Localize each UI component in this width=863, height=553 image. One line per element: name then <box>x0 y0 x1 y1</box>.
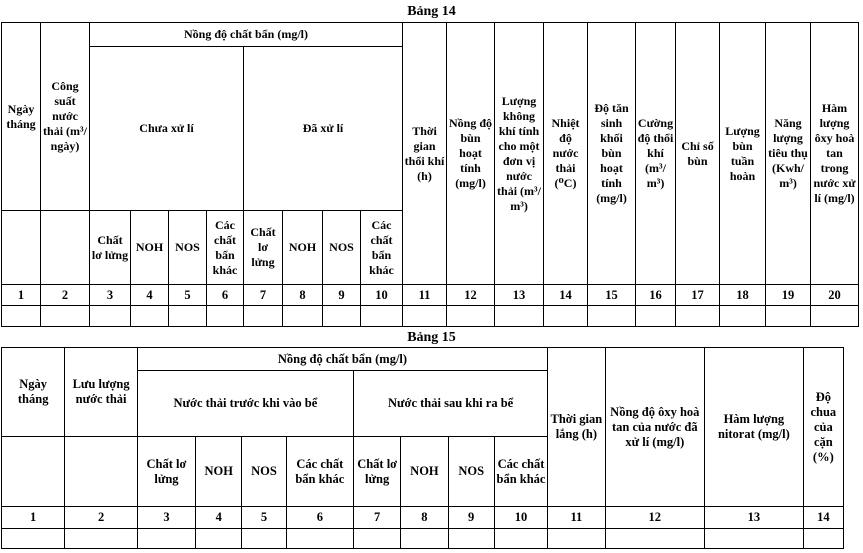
column-number: 14 <box>803 507 843 529</box>
subheader-cac-chat-ban-khac: Các chất bẩn khác <box>494 437 547 507</box>
header-nong-do-bun: Nồng độ bùn hoạt tính (mg/l) <box>447 23 495 285</box>
column-number: 14 <box>544 285 588 306</box>
column-number: 4 <box>131 285 169 306</box>
column-number: 2 <box>65 507 137 529</box>
column-number: 4 <box>196 507 242 529</box>
empty-cell <box>2 211 41 285</box>
header-do-chua-cua-can: Độ chua của cặn (%) <box>803 348 843 507</box>
header-luu-luong: Lưu lượng nước thải <box>65 348 137 437</box>
table-14-title: Bảng 14 <box>407 4 456 19</box>
header-cuong-do-thoi-khi: Cường độ thổi khí (m³/ m³) <box>636 23 676 285</box>
subheader-noh: NOH <box>401 437 448 507</box>
subheader-nos: NOS <box>448 437 494 507</box>
header-ngay-thang: Ngày tháng <box>2 348 65 437</box>
header-ngay-thang: Ngày tháng <box>2 23 41 211</box>
subheader-chat-lo-lung: Chất lơ lửng <box>354 437 401 507</box>
column-number: 13 <box>705 507 804 529</box>
column-number: 16 <box>636 285 676 306</box>
header-ham-luong-nitorat: Hàm lượng nitorat (mg/l) <box>705 348 804 507</box>
table-15-title: Bảng 15 <box>407 330 456 345</box>
header-nong-do-chat-ban: Nồng độ chất bẩn (mg/l) <box>90 23 403 47</box>
column-number: 7 <box>244 285 283 306</box>
column-number: 10 <box>361 285 403 306</box>
subheader-nos: NOS <box>242 437 286 507</box>
subheader-noh: NOH <box>131 211 169 285</box>
column-number: 3 <box>137 507 195 529</box>
column-number: 15 <box>588 285 636 306</box>
column-number: 2 <box>41 285 90 306</box>
header-ham-luong-oxy: Hàm lượng ôxy hoà tan trong nước xử lí (mg/l) <box>811 23 859 285</box>
table-row <box>2 306 859 327</box>
subheader-nos: NOS <box>169 211 207 285</box>
column-number: 7 <box>354 507 401 529</box>
header-sau-khi-ra-be: Nước thải sau khi ra bể <box>354 371 548 437</box>
header-thoi-gian-lang: Thời gian lắng (h) <box>548 348 605 507</box>
column-number: 9 <box>448 507 494 529</box>
column-number: 1 <box>2 285 41 306</box>
empty-cell <box>65 437 137 507</box>
subheader-cac-chat-ban-khac: Các chất bẩn khác <box>207 211 244 285</box>
empty-cell <box>2 437 65 507</box>
header-thoi-gian-thoi-khi: Thời gian thổi khí (h) <box>403 23 447 285</box>
column-number: 8 <box>401 507 448 529</box>
column-number: 17 <box>676 285 720 306</box>
header-do-tan-sinh-khoi: Độ tăn sinh khối bùn hoạt tính (mg/l) <box>588 23 636 285</box>
subheader-nos: NOS <box>323 211 361 285</box>
subheader-chat-lo-lung: Chất lơ lửng <box>137 437 195 507</box>
column-number: 12 <box>447 285 495 306</box>
column-number: 3 <box>90 285 131 306</box>
column-number: 19 <box>766 285 811 306</box>
subheader-noh: NOH <box>196 437 242 507</box>
header-chua-xu-li: Chưa xử lí <box>90 47 244 211</box>
column-number: 20 <box>811 285 859 306</box>
header-nhiet-do: Nhiệt độ nước thải (⁰C) <box>544 23 588 285</box>
header-nang-luong-tieu-thu: Năng lượng tiêu thụ (Kwh/ m³) <box>766 23 811 285</box>
column-number: 6 <box>207 285 244 306</box>
column-number: 6 <box>286 507 353 529</box>
header-cong-suat: Công suất nước thải (m³/ ngày) <box>41 23 90 211</box>
column-number: 8 <box>283 285 323 306</box>
header-chi-so-bun: Chỉ số bùn <box>676 23 720 285</box>
subheader-chat-lo-lung: Chất lơ lửng <box>244 211 283 285</box>
column-number: 11 <box>548 507 605 529</box>
subheader-chat-lo-lung: Chất lơ lửng <box>90 211 131 285</box>
column-number: 5 <box>242 507 286 529</box>
table-14 <box>1 22 859 327</box>
column-number: 11 <box>403 285 447 306</box>
empty-cell <box>41 211 90 285</box>
header-luong-bun-tuan-hoan: Lượng bùn tuần hoàn <box>720 23 766 285</box>
column-number: 18 <box>720 285 766 306</box>
header-da-xu-li: Đã xử lí <box>244 47 403 211</box>
header-truoc-khi-vao-be: Nước thải trước khi vào bể <box>137 371 353 437</box>
header-nong-do-oxy: Nồng độ ôxy hoà tan của nước đã xử lí (mg/l) <box>605 348 705 507</box>
header-nong-do-chat-ban: Nồng độ chất bẩn (mg/l) <box>137 348 547 371</box>
subheader-noh: NOH <box>283 211 323 285</box>
column-number: 10 <box>494 507 547 529</box>
column-number: 9 <box>323 285 361 306</box>
column-number: 13 <box>495 285 544 306</box>
table-15 <box>1 347 844 549</box>
header-luong-khong-khi: Lượng không khí tính cho một đơn vị nước thải (m³/ m³) <box>495 23 544 285</box>
column-number: 1 <box>2 507 65 529</box>
subheader-cac-chat-ban-khac: Các chất bẩn khác <box>286 437 353 507</box>
table-row <box>2 529 844 549</box>
column-number: 12 <box>605 507 705 529</box>
column-number: 5 <box>169 285 207 306</box>
subheader-cac-chat-ban-khac: Các chất bẩn khác <box>361 211 403 285</box>
